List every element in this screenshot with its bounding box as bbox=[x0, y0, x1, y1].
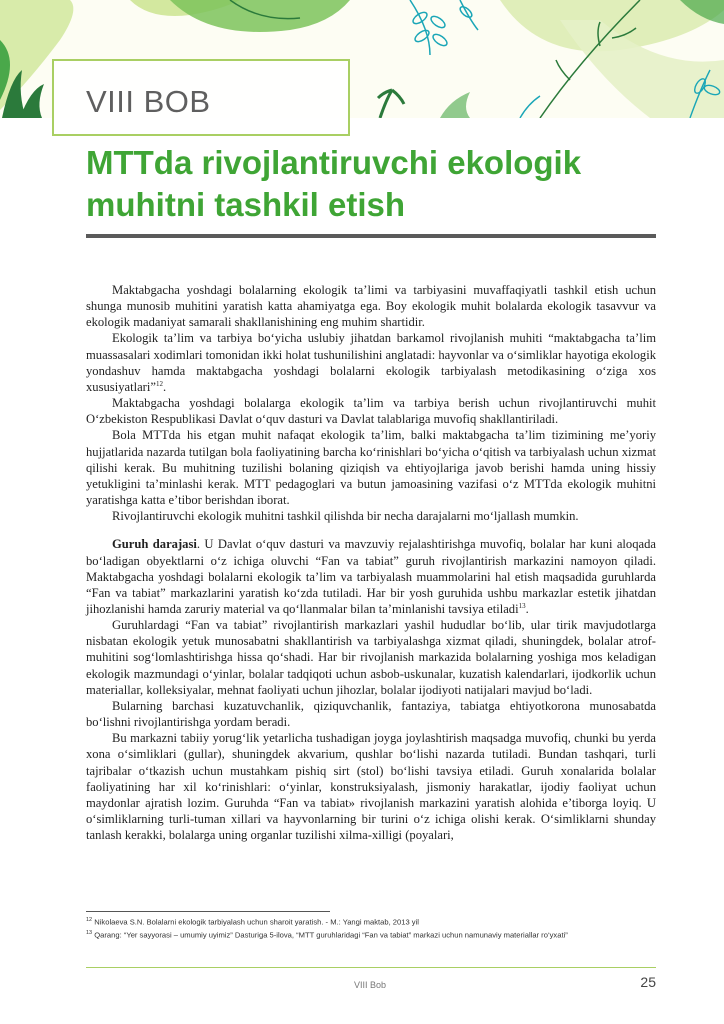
footnote-divider bbox=[86, 911, 330, 912]
page-title: MTTda rivojlantiruvchi ekologik muhitni tashkil etish bbox=[86, 144, 582, 223]
footnote-number: 13 bbox=[86, 929, 93, 936]
footnotes bbox=[86, 915, 676, 940]
footnote-ref: 13 bbox=[518, 601, 526, 610]
footnote bbox=[86, 915, 676, 928]
term-heading: Guruh darajasi bbox=[112, 537, 197, 552]
footnote-text: Nikolaeva S.N. Bolalarni ekologik tarbiyalash uchun sharoit yaratish. - M.: Yangi maktab, 2013 yil bbox=[94, 917, 419, 927]
paragraph: Ekologik ta’lim va tarbiya bo‘yicha uslubiy jihatdan barkamol rivojlanish muhiti “maktabgacha ta’lim muassasalari xodimlari tomonidan ikki holat tushunilishini anglatadi: hayvonlar va o‘simliklar hayotiga ekologik yondashuv hamda maktabgacha yoshdagi bolalarni ekologik tarbiyalash metodikasining o‘ziga xos xususiyatlari”$^{12}$. bbox=[86, 331, 656, 394]
footnote bbox=[86, 928, 676, 941]
footnote-text: Qarang: “Yer sayyorasi – umumiy uyimiz” Dasturiga 5-ilova, “MTT guruhlaridagi “Fan va tabiat” markazi uchun namunaviy materiallar ro‘yxati” bbox=[94, 930, 568, 940]
paragraph-text: Ekologik ta’lim va tarbiya bo‘yicha uslubiy jihatdan barkamol rivojlanish muhiti “maktabgacha ta’lim muassasalari xodimlari tomonidan ikki holat tushunilishini anglatadi: hayvonlar va o‘simliklar hayotiga ekologik yondashuv hamda maktabgacha yoshdagi bolalarni ekologik tarbiyalash metodikasining o‘ziga xos xususiyatlari” bbox=[86, 331, 656, 394]
paragraph: Guruhlardagi “Fan va tabiat” rivojlantirish markazlari yashil hududlar bo‘lib, ular tirik mavjudotlarga nisbatan ekologik yetuk munosabatni shakllantirish va tarbiyalashga xizmat qiladi, shuningdek, bolalar atrof-muhitini sog‘lomlashtirishga hissa qo‘shadi. Har bir rivojlanish markazida bolalarning yoshiga mos keladigan ekologik mazmundagi o‘yinlar, bolalar tadqiqoti uchun asbob-uskunalar, kuzatish kalendarlari, ijodkorlik uchun materiallar, kolleksiyalar, mehnat faoliyati uchun jihozlar, bolalar ijodiyoti natijalari mavjud bo‘ladi. bbox=[86, 618, 656, 697]
chapter-label: VIII BOB bbox=[86, 84, 211, 119]
paragraph: Bularning barchasi kuzatuvchanlik, qiziquvchanlik, fantaziya, tabiatga ehtiyotkorona munosabatda bo‘lishni rivojlantirishga yordam beradi. bbox=[86, 698, 656, 730]
paragraph: Maktabgacha yoshdagi bolalarga ekologik ta’lim va tarbiya berish uchun rivojlantiruvchi muhit O‘zbekiston Respublikasi Davlat o‘quv dasturi va Davlat talablariga muvofiq shakllantiriladi. bbox=[86, 396, 656, 427]
footnote-ref: 12 bbox=[155, 379, 163, 388]
paragraph: Bu markazni tabiiy yorug‘lik yetarlicha tushadigan joyga joylashtirish maqsadga muvofiq, chunki bu yerda xona o‘simliklari (gullar), shuningdek akvarium, qushlar bo‘lishi nazarda tutiladi. Bundan tashqari, turli tajribalar o‘tkazish uchun mustahkam pishiq sirt (stol) bo‘lishi tavsiya etiladi. Guruh xonalarida bolalar faoliyatining har xil ko‘rinishlari: o‘yinlar, konstruksiyalash, jismoniy harakatlar, ijodiy faoliyat uchun maydonlar ajratish lozim. Guruhda “Fan va tabiat» rivojlanish markazini yaratish alohida e’tiborga loyiq. U o‘simliklarning turli-tuman xillari va hayvonlarning bir turini o‘z ichiga olishi kerak. O‘simliklarni shunday tanlash kerakki, bolalarga uning organlar tuzilishi xilma-xilligi (poyalari, bbox=[86, 731, 656, 843]
paragraph-text: . U Davlat o‘quv dasturi va mavzuviy rejalashtirishga muvofiq, bolalar har kuni aloqada bo‘ladigan obyektlarni o‘z ichiga oluvchi “Fan va tabiat” guruh rivojlantirish markazini namoyon qiladi. Maktabgacha yoshdagi bolalarni ekologik ta’lim va tarbiyalash muammolarini hal etish maqsadida guruhlarda “Fan va tabiat” markazlarini yaratish ko‘zda tutiladi. Har bir yosh guruhida ushbu markazlar estetik jihatdan jihozlanishi hamda zaruriy material va qo‘llanmalar bilan ta’minlanishi tavsiya etiladi bbox=[86, 537, 656, 616]
main-text bbox=[86, 282, 656, 843]
footer-chapter: VIII Bob bbox=[353, 980, 387, 990]
paragraph: Bola MTTda his etgan muhit nafaqat ekologik ta’lim, balki maktabgacha ta’lim tizimining me’yoriy hujjatlarida nazarda tutilgan bola faoliyatining barcha ko‘rinishlari bo‘yicha o‘qitish va tarbiyalash uchun xizmat qilishi kerak. Bu muhitning tuzilishi bolaning qiziqish va ehtiyojlariga javob berishi hamda uning hissiy yetukligini ta’minlashi kerak. MTT pedagoglari va butun jamoasining vazifasi o‘z MTTda ekologik muhitni yaratishga katta e’tibor berishdan iborat. bbox=[86, 428, 656, 508]
page-number: 25 bbox=[640, 974, 656, 990]
paragraph: Rivojlantiruvchi ekologik muhitni tashkil qilishda bir necha darajalarni mo‘ljallash mumkin. bbox=[112, 509, 579, 524]
paragraph: Maktabgacha yoshdagi bolalarning ekologik ta’limi va tarbiyasini muvaffaqiyatli tashkil etish uchun shunga munosib muhitini yaratish katta ahamiyatga ega. Boy ekologik muhit bolalarda ekologik tasavvur va ekologik madaniyat samarali shakllanishining eng muhim shartidir. bbox=[86, 283, 656, 330]
paragraph: Guruh darajasi. U Davlat o‘quv dasturi va mavzuviy rejalashtirishga muvofiq, bolalar har kuni aloqada bo‘ladigan obyektlarni o‘z ichiga oluvchi “Fan va tabiat” guruh rivojlantirish markazini namoyon qiladi. Maktabgacha yoshdagi bolalarni ekologik ta’lim va tarbiyalash muammolarini hal etish maqsadida guruhlarda “Fan va tabiat” markazlarini yaratish ko‘zda tutiladi. Har bir yosh guruhida ushbu markazlar estetik jihatdan jihozlanishi hamda zaruriy material va qo‘llanmalar bilan ta’minlanishi tavsiya etiladi$^{13}$. bbox=[86, 537, 656, 616]
title-divider bbox=[86, 234, 656, 238]
footer-divider bbox=[86, 967, 656, 968]
footnote-number: 12 bbox=[86, 917, 93, 923]
